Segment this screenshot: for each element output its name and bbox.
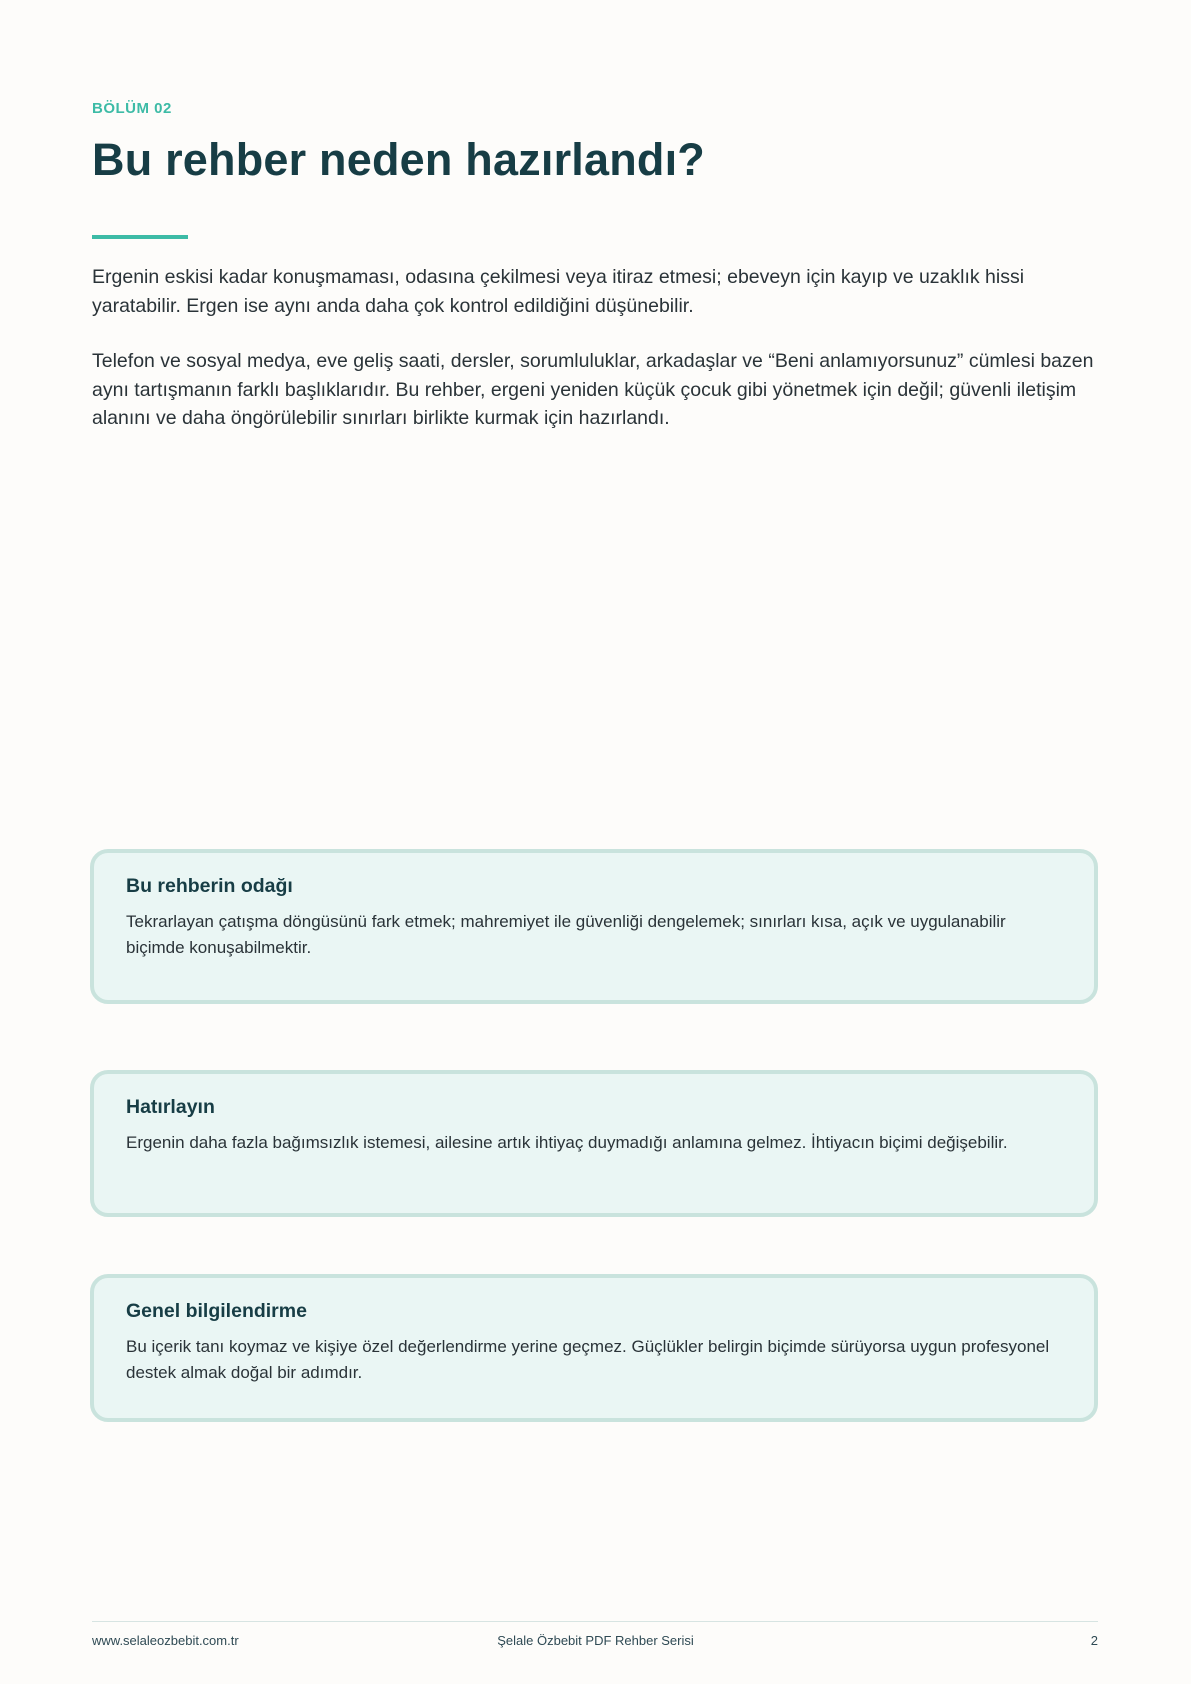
- accent-rule: [92, 235, 188, 239]
- intro-paragraph-2: Telefon ve sosyal medya, eve geliş saati, dersler, sorumluluklar, arkadaşlar ve “Beni anlamıyorsunuz” cümlesi bazen aynı tartışmanın farklı başlıklarıdır. Bu rehber, ergeni yeniden küçük çocuk gibi yönetmek için değil; güvenli iletişim alanını ve daha öngörülebilir sınırları birlikte kurmak için hazırlandı.: [92, 350, 1094, 429]
- callout-text: Bu içerik tanı koymaz ve kişiye özel değerlendirme yerine geçmez. Güçlükler belirgin biçimde sürüyorsa uygun profesyonel destek almak doğal bir adımdır.: [126, 1337, 1050, 1382]
- footer-website-link[interactable]: www.selaleozbebit.com.tr: [92, 1633, 239, 1648]
- intro-paragraph-1: Ergenin eskisi kadar konuşmaması, odasına çekilmesi veya itiraz etmesi; ebeveyn için kayıp ve uzaklık hissi yaratabilir. Ergen ise aynı anda daha çok kontrol edildiğini düşünebilir.: [92, 266, 1025, 317]
- page-number: 2: [1090, 1633, 1098, 1648]
- callout-remember: [90, 1070, 1098, 1217]
- callout-title: Bu rehberin odağı: [126, 875, 293, 897]
- callout-title: Genel bilgilendirme: [126, 1300, 307, 1322]
- footer-series-title: Şelale Özbebit PDF Rehber Serisi: [497, 1633, 694, 1648]
- callout-disclaimer: [90, 1274, 1098, 1422]
- callout-title: Hatırlayın: [126, 1096, 215, 1118]
- callout-text: Ergenin daha fazla bağımsızlık istemesi, ailesine artık ihtiyaç duymadığı anlamına gelmez. İhtiyacın biçimi değişebilir.: [126, 1133, 1008, 1152]
- callout-focus: [90, 849, 1098, 1004]
- section-label: BÖLÜM 02: [92, 100, 172, 117]
- footer-divider: [92, 1621, 1098, 1622]
- page-title: Bu rehber neden hazırlandı?: [92, 134, 705, 185]
- callout-text: Tekrarlayan çatışma döngüsünü fark etmek; mahremiyet ile güvenliği dengelemek; sınırları kısa, açık ve uygulanabilir biçimde konuşabilmektir.: [126, 912, 1006, 957]
